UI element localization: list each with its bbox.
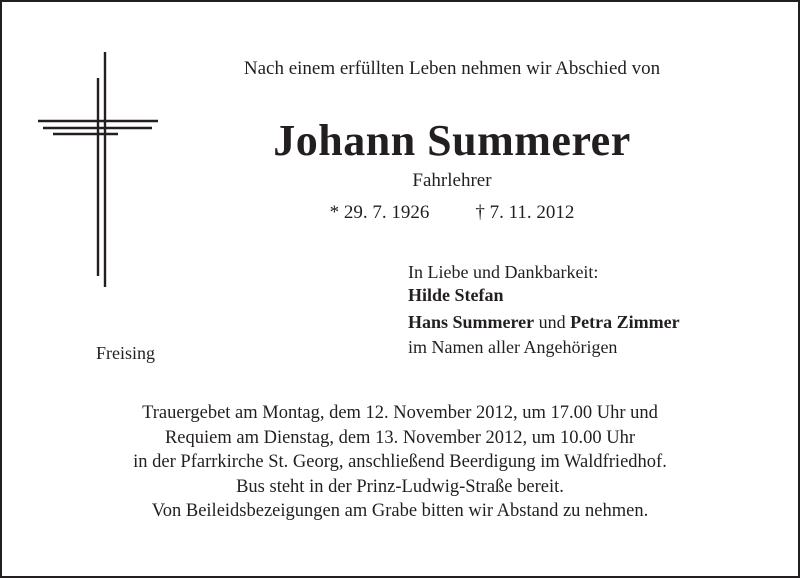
service-line-2: Requiem am Dienstag, dem 13. November 2012, um 10.00 Uhr: [164, 427, 636, 448]
mourner-name-petra: Petra Zimmer: [570, 312, 680, 332]
service-details: [2, 401, 798, 524]
profession: Fahrlehrer: [412, 170, 492, 191]
death-date: † 7. 11. 2012: [475, 202, 575, 223]
deceased-name: Johann Summerer: [273, 116, 631, 165]
mourners-heading: In Liebe und Dankbarkeit:: [408, 262, 599, 282]
service-line-5: Von Beileidsbezeigungen am Grabe bitten wir Abstand zu nehmen.: [151, 501, 649, 521]
service-line-1: Trauergebet am Montag, dem 12. November 2012, um 17.00 Uhr und: [142, 403, 658, 423]
city: Freising: [96, 343, 156, 363]
service-line-3: in der Pfarrkirche St. Georg, anschließend Beerdigung im Waldfriedhof.: [133, 452, 667, 472]
birth-date: * 29. 7. 1926: [329, 202, 430, 223]
mourner-conjunction: und: [538, 312, 566, 332]
service-line-4: Bus steht in der Prinz-Ludwig-Straße bereit.: [236, 476, 564, 497]
mourner-line-1: [408, 284, 504, 307]
mourner-name-hilde: Hilde Stefan: [408, 285, 504, 305]
life-dates: [132, 202, 772, 224]
mourners-closing: im Namen aller Angehörigen: [408, 337, 618, 357]
intro-line: Nach einem erfüllten Leben nehmen wir Abschied von: [243, 58, 661, 79]
mourner-name-hans: Hans Summerer: [408, 312, 535, 332]
mourner-line-2: [408, 311, 680, 334]
